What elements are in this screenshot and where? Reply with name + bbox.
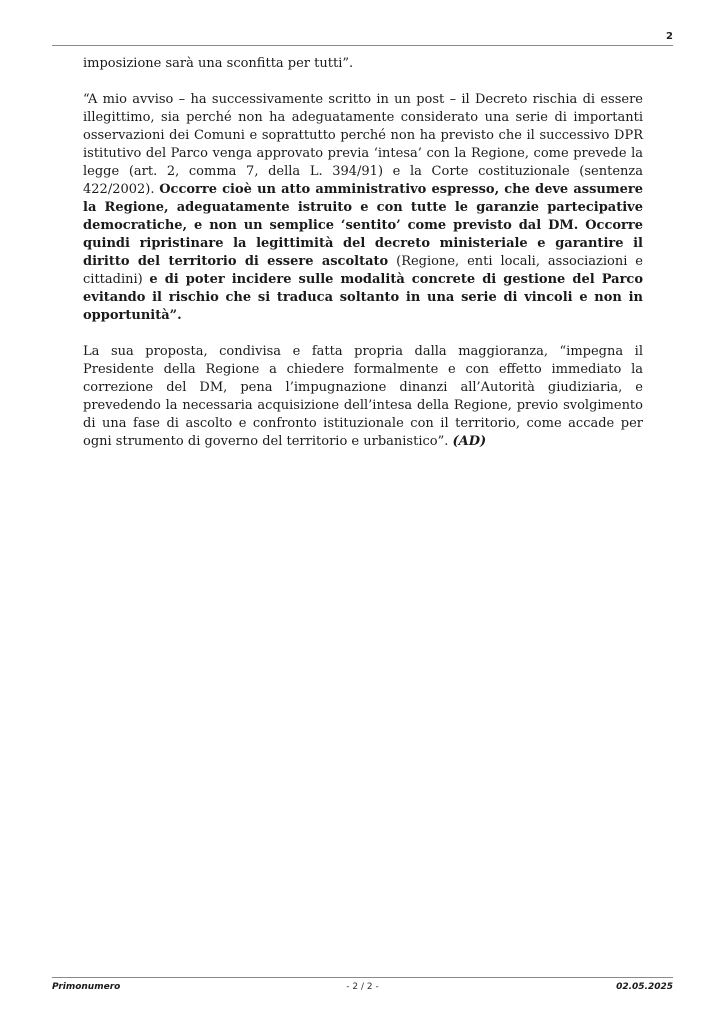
paragraph-2 [83,91,643,325]
article-body [83,55,643,469]
paragraph-3 [83,343,643,451]
paragraph-2-bold-2: e di poter incidere sulle modalità concrete di gestione del Parco evitando il rischio che si traduca soltanto in una serie di vincoli e non in opportunità”. [83,272,643,323]
footer-date: 02.05.2025 [616,982,673,992]
page-number: 2 [666,31,673,42]
paragraph-3-text: La sua proposta, condivisa e fatta propria dalla maggioranza, “impegna il Presidente della Regione a chiedere formalmente e con effetto immediato la correzione del DM, pena l’impugnazione dinanzi all’Autorità giudiziaria, e prevedendo la necessaria acquisizione dell’intesa della Regione, previo svolgimento di una fase di ascolto e confronto istituzionale con il territorio, come accade per ogni strumento di governo del territorio e urbanistico”. [83,344,643,449]
paragraph-2-bold-1: Occorre cioè un atto amministrativo espresso, che deve assumere la Regione, adeguatamente istruito e con tutte le garanzie partecipative democratiche, e non un semplice ‘sentito’ come previsto dal DM. Occorre quindi ripristinare la legittimità del decreto ministeriale e garantire il diritto del territorio di essere ascoltato [83,182,643,269]
author-signature: (AD) [452,434,487,449]
paragraph-1 [83,55,643,73]
footer-divider [52,977,673,978]
page-footer [52,982,673,996]
paragraph-2-text: “A mio avviso – ha successivamente scritto in un post – il Decreto rischia di essere illegittimo, sia perché non ha adeguatamente considerato una serie di importanti osservazioni dei Comuni e soprattutto perché non ha previsto che il successivo DPR istitutivo del Parco venga approvato previa ‘intesa’ con la Regione, come prevede la legge (art. 2, comma 7, della L. 394/91) e la Corte costituzionale (sentenza 422/2002). [83,92,643,197]
footer-pagination: - 2 / 2 - [346,982,379,992]
footer-source: Primonumero [52,982,121,992]
header-divider [52,45,673,46]
paragraph-2-text-2: (Regione, enti locali, associazioni e cittadini) [83,254,643,287]
paragraph-1-text: imposizione sarà una sconfitta per tutti”. [83,56,354,71]
